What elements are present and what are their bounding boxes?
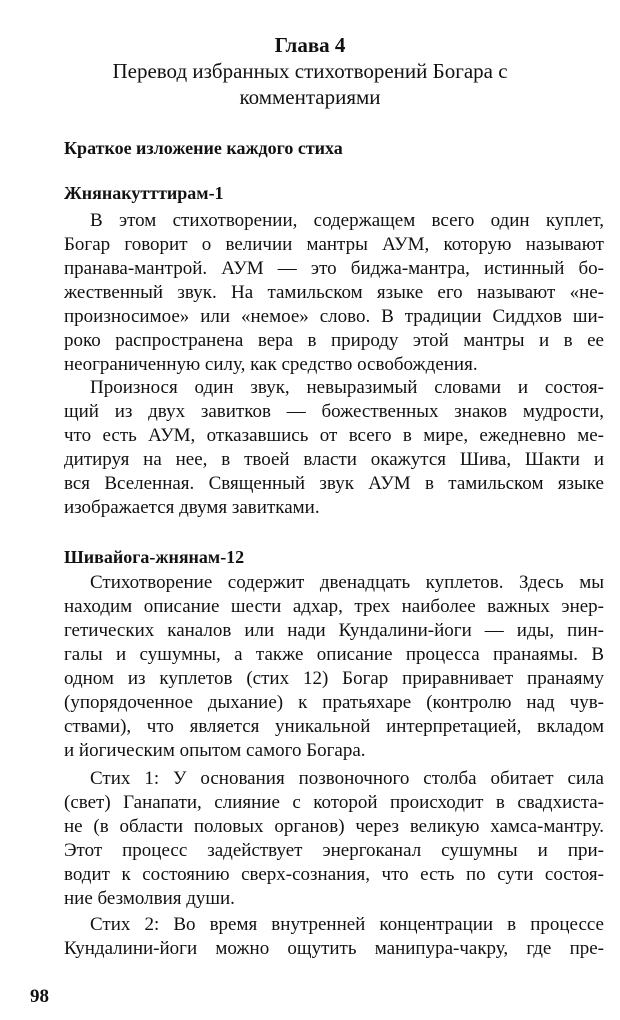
paragraph — [64, 209, 604, 377]
text-line: В этом стихотворении, содержащем всего один куплет, — [90, 210, 604, 231]
text-line: произносимое» или «немое» слово. В традиции Сиддхов ши- — [64, 306, 604, 327]
page-number: 98 — [30, 986, 49, 1007]
text-line: (упорядоченное дыхание) к пратьяхаре (контролю над чув- — [64, 692, 604, 713]
text-line: одном из куплетов (стих 12) Богар приравнивает пранаяму — [64, 668, 604, 689]
paragraph — [64, 913, 604, 961]
text-line: водит к состоянию сверх-сознания, что есть по сути состоя- — [64, 864, 604, 885]
text-line: что есть АУМ, отказавшись от всего в мире, ежедневно ме- — [64, 425, 604, 446]
text-line: галы и сушумны, а также описание процесса пранаямы. В — [64, 644, 604, 665]
text-line: и йогическим опытом самого Богара. — [64, 740, 366, 761]
text-line: изображается двумя завитками. — [64, 497, 320, 518]
text-line: Произнося один звук, невыразимый словами и состоя- — [90, 377, 604, 398]
chapter-number: Глава 4 — [274, 33, 346, 57]
text-line: гетических каналов или нади Кундалини-йоги — иды, пин- — [64, 620, 604, 641]
text-line: пранава-мантрой. АУМ — это биджа-мантра, истинный бо- — [64, 258, 604, 279]
chapter-title-line: комментариями — [239, 85, 381, 109]
text-line: дитируя на нее, в твоей власти окажутся Шива, Шакти и — [64, 449, 604, 470]
text-line: неограниченную силу, как средство освобождения. — [64, 354, 478, 375]
text-line: жественный звук. На тамильском языке его называют «не- — [64, 282, 604, 303]
summary-heading: Краткое изложение каждого стиха — [64, 138, 343, 158]
text-line: ствами), что является уникальной интерпретацией, вкладом — [64, 716, 604, 737]
text-line: Этот процесс задействует энергоканал сушумны и при- — [64, 840, 604, 861]
text-line: Стихотворение содержит двенадцать куплетов. Здесь мы — [90, 572, 604, 593]
text-line: находим описание шести адхар, трех наиболее важных энер- — [64, 596, 604, 617]
paragraph — [64, 376, 604, 520]
text-line: ние безмолвия души. — [64, 888, 235, 909]
text-line: Стих 2: Во время внутренней концентрации в процессе — [90, 914, 604, 935]
chapter-title-line: Перевод избранных стихотворений Богара с — [112, 59, 508, 83]
text-line: Кундалини-йоги можно ощутить манипура-чакру, где пре- — [64, 938, 604, 959]
text-line: (свет) Ганапати, слияние с которой происходит в свадхиста- — [64, 792, 604, 813]
section-heading: Шивайога-жнянам-12 — [64, 547, 245, 567]
section-heading: Жнянакутттирам-1 — [64, 183, 224, 203]
text-line: не (в области половых органов) через великую хамса-мантру. — [64, 816, 604, 837]
text-line: Стих 1: У основания позвоночного столба обитает сила — [90, 768, 604, 789]
text-line: щий из двух завитков — божественных знаков мудрости, — [64, 401, 604, 422]
text-line: вся Вселенная. Священный звук АУМ в тамильском языке — [64, 473, 604, 494]
chapter-title — [40, 58, 580, 110]
text-line: Богар говорит о величии мантры АУМ, которую называют — [64, 234, 604, 255]
text-line: роко распространена вера в природу этой мантры и в ее — [64, 330, 604, 351]
paragraph — [64, 767, 604, 911]
paragraph — [64, 571, 604, 763]
